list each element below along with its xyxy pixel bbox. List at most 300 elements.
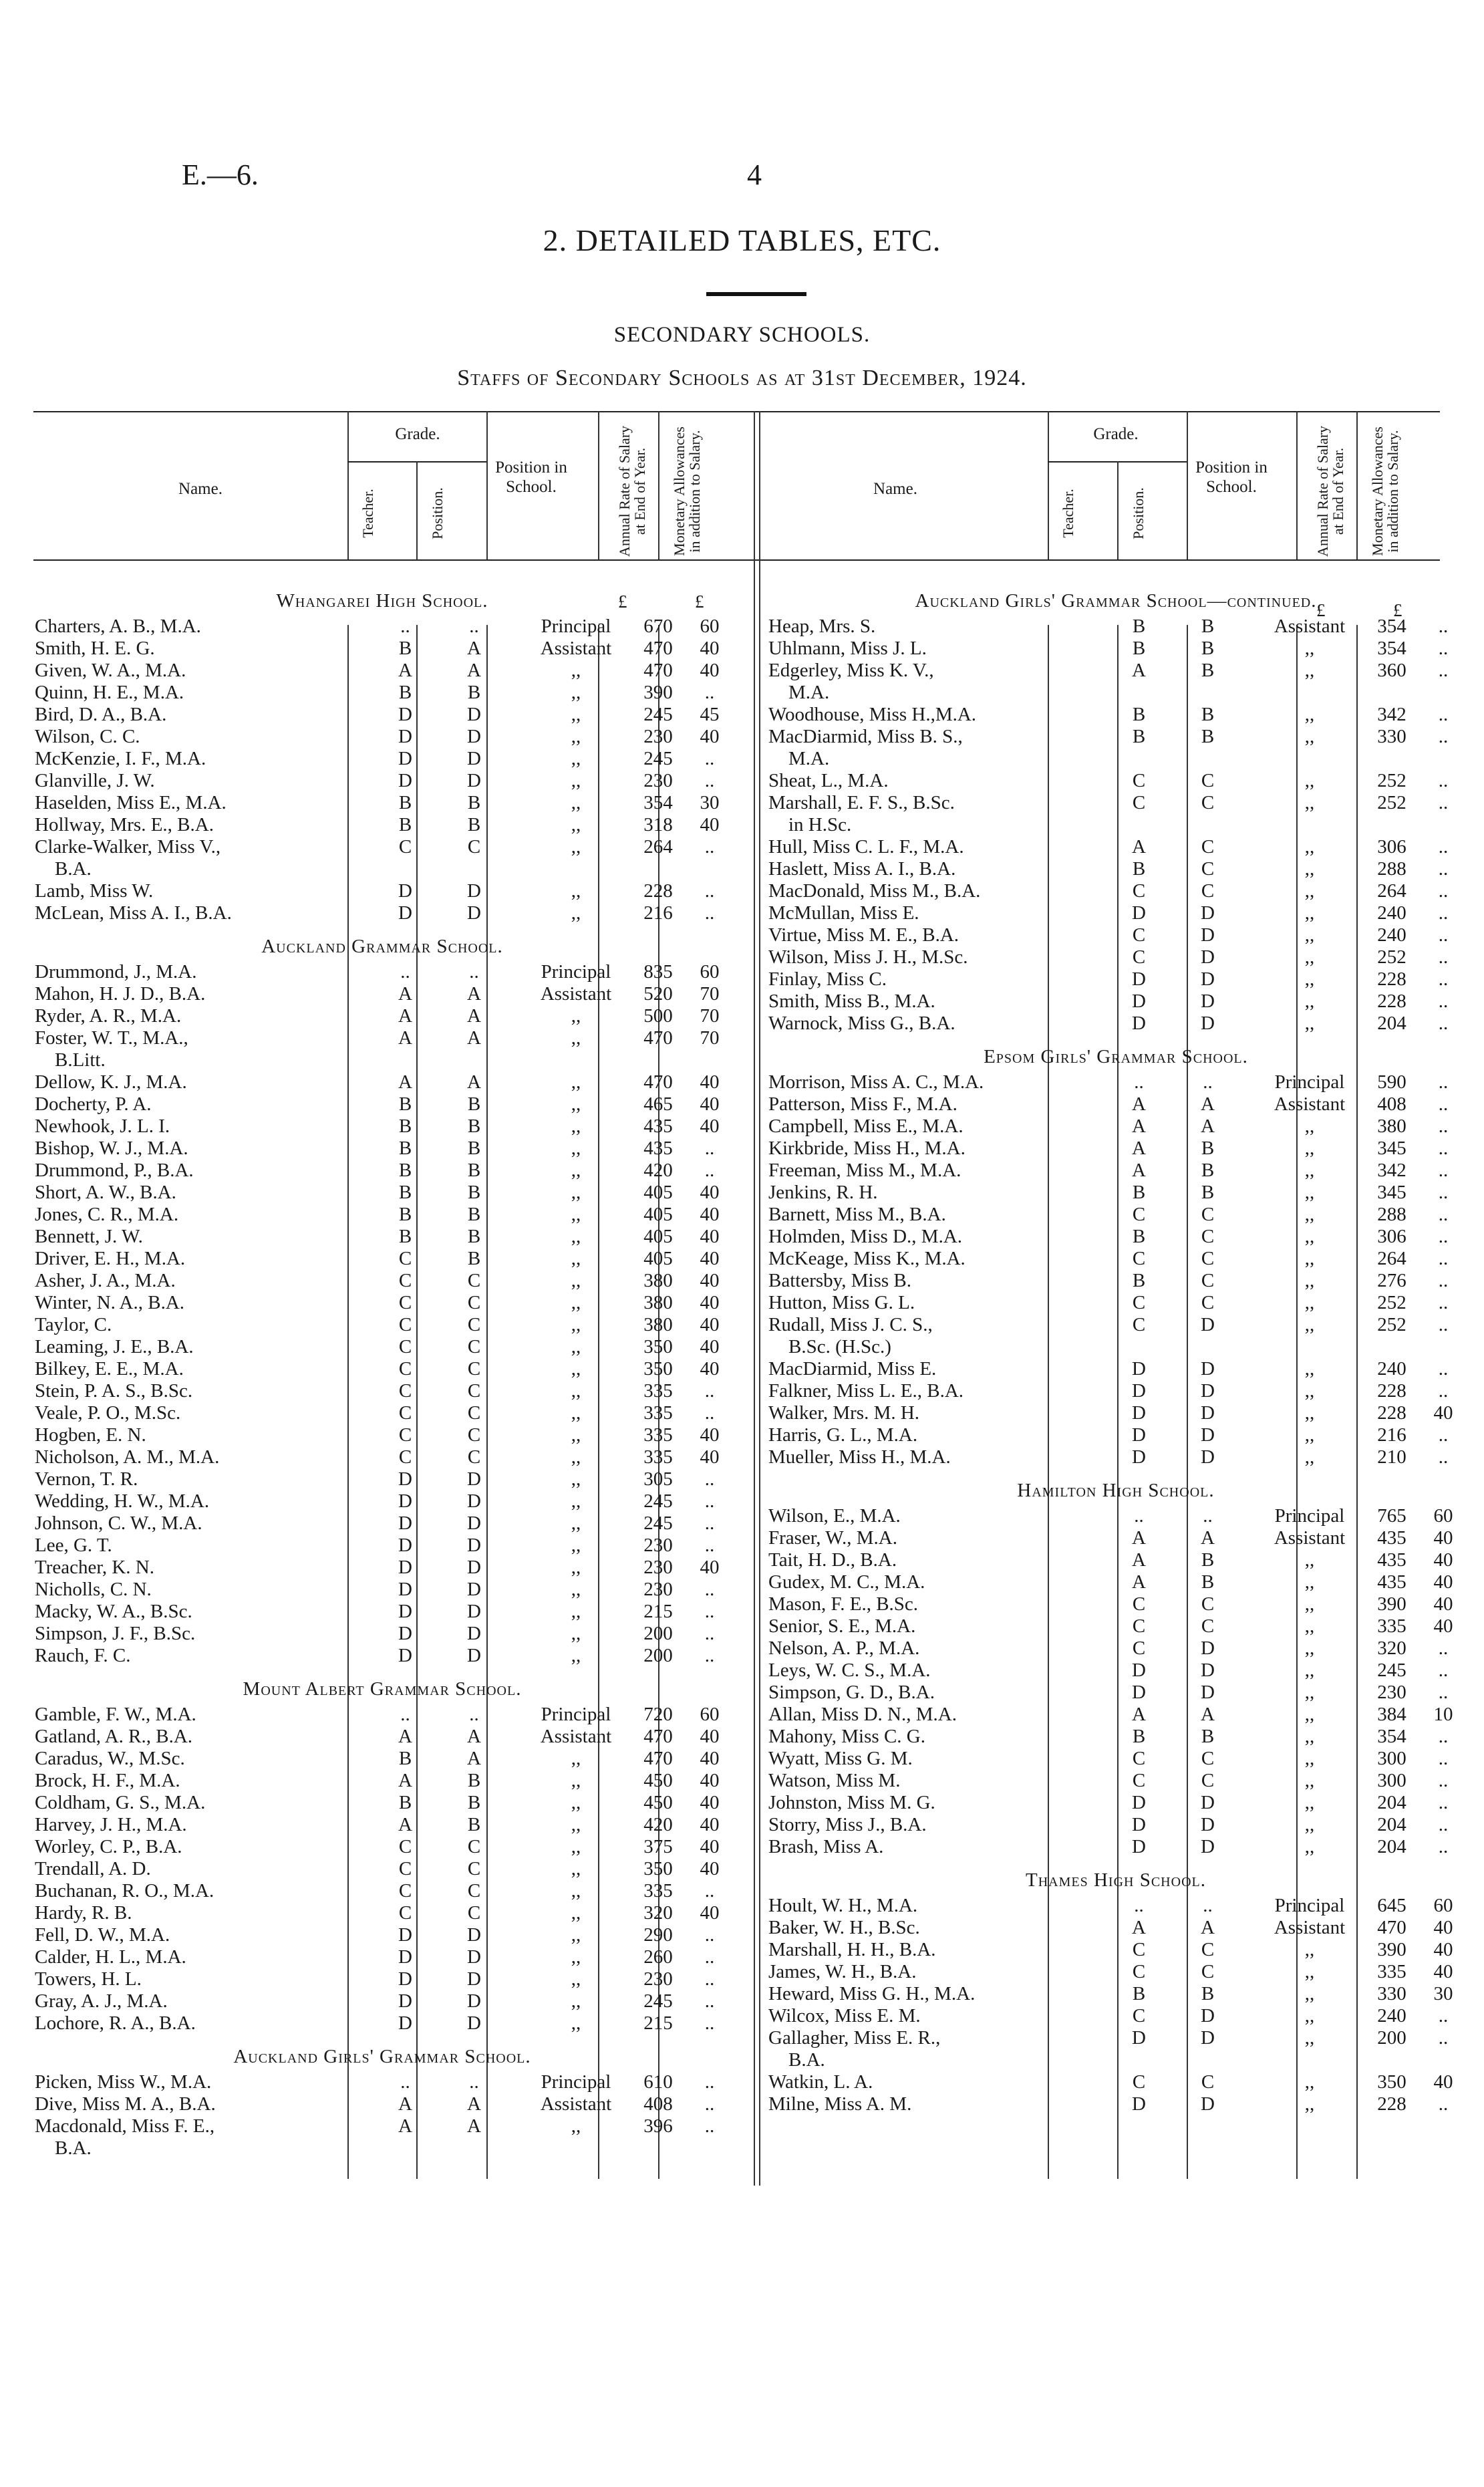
staff-name: in H.Sc.	[788, 814, 852, 835]
salary: 228	[643, 880, 673, 902]
allowance: ..	[1438, 1770, 1449, 1791]
staff-name: Wilson, E., M.A.	[768, 1505, 901, 1527]
teacher-grade: C	[398, 836, 412, 858]
school-title: Epsom Girls' Grammar School.	[984, 1046, 1248, 1067]
allowance: 45	[700, 704, 720, 725]
table-row	[768, 2027, 1463, 2049]
table-row	[768, 1792, 1463, 1814]
position-in-school: ,,	[571, 1836, 581, 1857]
teacher-grade: D	[1132, 1402, 1146, 1424]
position-grade: B	[467, 1138, 481, 1159]
salary: 230	[643, 1535, 673, 1556]
position-in-school: ,,	[1304, 1248, 1315, 1269]
position-in-school: ,,	[1304, 1961, 1315, 1982]
position-in-school: ,,	[571, 1924, 581, 1946]
position-in-school: ,,	[571, 1226, 581, 1247]
staff-name: Gallagher, Miss E. R.,	[768, 2027, 941, 2049]
salary: 435	[1377, 1571, 1406, 1593]
salary: 380	[643, 1314, 673, 1335]
allowance: 60	[700, 1704, 720, 1725]
allowance: ..	[1438, 1248, 1449, 1269]
table-row	[768, 1615, 1463, 1638]
teacher-grade: D	[398, 880, 412, 902]
table-row	[35, 1402, 730, 1424]
staff-name: Gray, A. J., M.A.	[35, 1990, 168, 2012]
position-grade: A	[467, 1005, 481, 1027]
allowance: ..	[704, 1160, 715, 1181]
staff-name: Mueller, Miss H., M.A.	[768, 1446, 951, 1468]
table-row	[768, 748, 1463, 770]
salary: 500	[643, 1005, 673, 1027]
allowance: 10	[1433, 1704, 1453, 1725]
position-grade: A	[467, 1726, 481, 1747]
section-gap	[768, 1035, 1463, 1043]
staff-name: Milne, Miss A. M.	[768, 2093, 912, 2115]
teacher-grade: B	[1132, 638, 1146, 659]
table-row	[768, 1961, 1463, 1983]
position-in-school: ,,	[571, 1792, 581, 1813]
table-row	[35, 836, 730, 858]
staff-name: Barnett, Miss M., B.A.	[768, 1204, 946, 1225]
position-in-school: ,,	[571, 1093, 581, 1115]
teacher-grade: C	[398, 1270, 412, 1291]
table-row	[35, 1880, 730, 1902]
position-grade: D	[467, 1990, 481, 2012]
salary: 300	[1377, 1770, 1406, 1791]
position-in-school: Assistant	[540, 983, 612, 1005]
salary: 216	[643, 902, 673, 924]
table-row	[35, 1968, 730, 1990]
teacher-grade: A	[1132, 1917, 1146, 1938]
table-row	[35, 660, 730, 682]
teacher-grade: D	[398, 770, 412, 791]
teacher-grade: D	[1132, 991, 1146, 1012]
position-grade: B	[1201, 638, 1215, 659]
position-grade: C	[467, 1880, 481, 1902]
staff-name: McMullan, Miss E.	[768, 902, 919, 924]
staff-name: Mason, F. E., B.Sc.	[768, 1593, 919, 1615]
teacher-grade: D	[398, 1645, 412, 1666]
staff-name: Driver, E. H., M.A.	[35, 1248, 186, 1269]
allowance: 60	[1433, 1895, 1453, 1916]
allowance: 40	[700, 1358, 720, 1380]
staff-name: Rauch, F. C.	[35, 1645, 131, 1666]
staff-name: Tait, H. D., B.A.	[768, 1549, 897, 1571]
table-row	[768, 1593, 1463, 1615]
teacher-grade: A	[398, 1726, 412, 1747]
position-in-school: ,,	[571, 814, 581, 835]
table-row	[35, 2115, 730, 2137]
position-grade: ..	[1203, 1505, 1213, 1527]
page-title: 2. DETAILED TABLES, ETC.	[543, 223, 941, 257]
allowance: ..	[1438, 1358, 1449, 1380]
position-in-school: ,,	[1304, 924, 1315, 946]
salary: 380	[643, 1292, 673, 1313]
position-in-school: ,,	[1304, 1939, 1315, 1960]
allowance: 40	[1433, 2071, 1453, 2093]
teacher-grade: D	[398, 1490, 412, 1512]
position-in-school: ,,	[571, 902, 581, 924]
position-grade: A	[1201, 1093, 1215, 1115]
allowance: ..	[1438, 1160, 1449, 1181]
position-in-school: ,,	[571, 1204, 581, 1225]
salary: 264	[1377, 880, 1406, 902]
teacher-grade: ..	[400, 2071, 410, 2093]
left-table-body	[35, 587, 730, 2168]
position-grade: B	[1201, 1726, 1215, 1747]
school-title: Auckland Girls' Grammar School—continued.	[915, 590, 1317, 612]
allowance: ..	[704, 1513, 715, 1534]
teacher-grade: C	[1132, 792, 1146, 813]
table-row	[35, 1138, 730, 1160]
table-row	[768, 946, 1463, 968]
position-grade: D	[1201, 1314, 1215, 1335]
teacher-grade: B	[398, 1160, 412, 1181]
staff-name: Edgerley, Miss K. V.,	[768, 660, 934, 681]
allowance: 60	[700, 616, 720, 637]
page-number: 4	[747, 158, 762, 191]
table-row	[35, 814, 730, 836]
staff-name: Baker, W. H., B.Sc.	[768, 1917, 920, 1938]
position-grade: C	[467, 1380, 481, 1402]
allowance: 40	[700, 1182, 720, 1203]
position-in-school: ,,	[571, 1138, 581, 1159]
position-in-school: ,,	[571, 880, 581, 902]
salary: 230	[643, 1579, 673, 1600]
teacher-grade: A	[398, 1770, 412, 1791]
position-grade: C	[1201, 1615, 1215, 1637]
section-gap	[35, 924, 730, 932]
salary: 350	[643, 1858, 673, 1879]
salary: 228	[1377, 1380, 1406, 1402]
staff-name: Virtue, Miss M. E., B.A.	[768, 924, 959, 946]
teacher-grade: D	[1132, 1836, 1146, 1857]
teacher-grade: B	[398, 638, 412, 659]
table-row	[35, 902, 730, 924]
staff-name: B.Litt.	[55, 1049, 106, 1071]
school-title: Whangarei High School.	[276, 590, 488, 612]
position-in-school: ,,	[1304, 2027, 1315, 2049]
staff-name: Treacher, K. N.	[35, 1557, 154, 1578]
allowance: 40	[700, 1446, 720, 1468]
position-grade: A	[467, 660, 481, 681]
table-row	[35, 858, 730, 880]
position-in-school: ,,	[1304, 1182, 1315, 1203]
position-in-school: ,,	[571, 2115, 581, 2137]
col-position-in-school: Position in School.	[1195, 459, 1268, 496]
allowance: ..	[704, 1601, 715, 1622]
teacher-grade: B	[398, 1748, 412, 1769]
position-grade: C	[1201, 1748, 1215, 1769]
position-grade: B	[1201, 660, 1215, 681]
allowance: ..	[704, 1968, 715, 1990]
position-grade: A	[1201, 1917, 1215, 1938]
staff-name: Nicholson, A. M., M.A.	[35, 1446, 220, 1468]
teacher-grade: B	[1132, 1726, 1146, 1747]
position-grade: D	[1201, 1402, 1215, 1424]
position-grade: A	[467, 1071, 481, 1093]
salary: 230	[1377, 1682, 1406, 1703]
salary: 264	[1377, 1248, 1406, 1269]
salary: 408	[1377, 1093, 1406, 1115]
allowance: ..	[1438, 836, 1449, 858]
staff-name: Gatland, A. R., B.A.	[35, 1726, 193, 1747]
salary: 200	[643, 1645, 673, 1666]
col-teacher: Teacher.	[1060, 489, 1076, 538]
position-in-school: ,,	[1304, 1549, 1315, 1571]
table-row	[768, 1983, 1463, 2005]
position-grade: B	[467, 1182, 481, 1203]
allowance: ..	[704, 836, 715, 858]
staff-name: B.A.	[55, 858, 92, 880]
position-grade: A	[1201, 1704, 1215, 1725]
position-grade: C	[467, 1292, 481, 1313]
position-in-school: ,,	[571, 1513, 581, 1534]
salary: 300	[1377, 1748, 1406, 1769]
rule	[1356, 411, 1358, 559]
teacher-grade: A	[1132, 1116, 1146, 1137]
position-grade: C	[467, 1402, 481, 1424]
teacher-grade: C	[1132, 2005, 1146, 2026]
position-in-school: ,,	[1304, 1226, 1315, 1247]
school-title: Hamilton High School.	[1017, 1480, 1215, 1501]
position-in-school: ,,	[1304, 836, 1315, 858]
table-row	[768, 1071, 1463, 1093]
teacher-grade: C	[1132, 880, 1146, 902]
allowance: ..	[1438, 1836, 1449, 1857]
teacher-grade: D	[1132, 1682, 1146, 1703]
allowance: 40	[1433, 1917, 1453, 1938]
position-grade: B	[1201, 1182, 1215, 1203]
position-in-school: ,,	[1304, 1314, 1315, 1335]
allowance: ..	[704, 1946, 715, 1968]
allowance: ..	[704, 1380, 715, 1402]
table-row	[35, 1468, 730, 1490]
salary: 645	[1377, 1895, 1406, 1916]
position-grade: C	[467, 1270, 481, 1291]
salary: 200	[643, 1623, 673, 1644]
position-in-school: ,,	[571, 1027, 581, 1049]
position-in-school: Principal	[1274, 1505, 1345, 1527]
teacher-grade: D	[398, 902, 412, 924]
salary: 320	[643, 1902, 673, 1924]
school-title: Auckland Grammar School.	[261, 936, 503, 957]
teacher-grade: A	[398, 1027, 412, 1049]
teacher-grade: A	[1132, 660, 1146, 681]
position-in-school: ,,	[571, 2012, 581, 2034]
salary: 380	[643, 1270, 673, 1291]
teacher-grade: C	[1132, 1292, 1146, 1313]
position-grade: B	[1201, 1138, 1215, 1159]
salary: 405	[643, 1204, 673, 1225]
allowance: 40	[700, 638, 720, 659]
staff-name: Hollway, Mrs. E., B.A.	[35, 814, 214, 835]
position-in-school: ,,	[571, 1468, 581, 1490]
position-grade: D	[467, 1924, 481, 1946]
table-row	[768, 1204, 1463, 1226]
allowance: ..	[1438, 1182, 1449, 1203]
teacher-grade: D	[398, 748, 412, 769]
teacher-grade: C	[398, 1358, 412, 1380]
rule	[1117, 461, 1119, 559]
table-row	[35, 1902, 730, 1924]
teacher-grade: A	[1132, 1549, 1146, 1571]
staff-name: Coldham, G. S., M.A.	[35, 1792, 206, 1813]
position-grade: D	[1201, 1792, 1215, 1813]
allowance: ..	[704, 1402, 715, 1424]
table-row	[768, 638, 1463, 660]
allowance: ..	[704, 2071, 715, 2093]
staff-name: Vernon, T. R.	[35, 1468, 138, 1490]
col-allowances: Monetary Allowances in addition to Salary.	[1369, 426, 1402, 556]
staff-name: Asher, J. A., M.A.	[35, 1270, 176, 1291]
salary: 354	[1377, 616, 1406, 637]
salary: 390	[1377, 1939, 1406, 1960]
table-row	[768, 1358, 1463, 1380]
teacher-grade: C	[398, 1292, 412, 1313]
salary: 215	[643, 1601, 673, 1622]
position-grade: A	[1201, 1116, 1215, 1137]
position-grade: D	[467, 1623, 481, 1644]
col-name: Name.	[178, 480, 222, 498]
staff-name: Bennett, J. W.	[35, 1226, 143, 1247]
allowance: ..	[1438, 1446, 1449, 1468]
position-in-school: ,,	[571, 1071, 581, 1093]
allowance: ..	[704, 1579, 715, 1600]
teacher-grade: D	[398, 1557, 412, 1578]
position-grade: A	[467, 2093, 481, 2115]
teacher-grade: B	[398, 1792, 412, 1813]
position-in-school: ,,	[571, 660, 581, 681]
col-allowances: Monetary Allowances in addition to Salary.	[671, 426, 704, 556]
allowance: ..	[1438, 1204, 1449, 1225]
salary: 405	[643, 1248, 673, 1269]
col-salary: Annual Rate of Salary at End of Year.	[616, 425, 649, 557]
staff-name: Clarke-Walker, Miss V.,	[35, 836, 221, 858]
salary: 252	[1377, 1292, 1406, 1313]
staff-name: Battersby, Miss B.	[768, 1270, 912, 1291]
salary: 590	[1377, 1071, 1406, 1093]
salary: 306	[1377, 836, 1406, 858]
table-row	[35, 682, 730, 704]
staff-name: Johnson, C. W., M.A.	[35, 1513, 202, 1534]
staff-name: M.A.	[788, 682, 830, 703]
teacher-grade: B	[1132, 704, 1146, 725]
position-in-school: ,,	[1304, 1571, 1315, 1593]
allowance: ..	[704, 1535, 715, 1556]
position-in-school: ,,	[571, 748, 581, 769]
position-grade: B	[467, 1770, 481, 1791]
salary: 204	[1377, 1013, 1406, 1034]
allowance: 40	[700, 660, 720, 681]
staff-name: Hardy, R. B.	[35, 1902, 132, 1924]
position-in-school: ,,	[1304, 660, 1315, 681]
table-row	[768, 2005, 1463, 2027]
teacher-grade: B	[1132, 1182, 1146, 1203]
table-row	[768, 770, 1463, 792]
allowance: 40	[700, 1292, 720, 1313]
table-row	[768, 704, 1463, 726]
position-grade: D	[1201, 1446, 1215, 1468]
position-in-school: Assistant	[1274, 1917, 1346, 1938]
table-row	[768, 1380, 1463, 1402]
position-grade: C	[1201, 1226, 1215, 1247]
column-separator-2	[759, 411, 760, 2186]
position-grade: A	[467, 1748, 481, 1769]
teacher-grade: C	[398, 1248, 412, 1269]
allowance: 70	[700, 1005, 720, 1027]
allowance: ..	[1438, 1270, 1449, 1291]
allowance: ..	[1438, 902, 1449, 924]
salary: 342	[1377, 704, 1406, 725]
salary: 375	[643, 1836, 673, 1857]
allowance: ..	[704, 2115, 715, 2137]
teacher-grade: D	[1132, 902, 1146, 924]
position-in-school: ,,	[571, 1314, 581, 1335]
teacher-grade: D	[1132, 1013, 1146, 1034]
salary: 396	[643, 2115, 673, 2137]
table-row	[35, 1380, 730, 1402]
teacher-grade: C	[1132, 1248, 1146, 1269]
pound-sign: £	[1393, 600, 1402, 620]
staff-name: Hogben, E. N.	[35, 1424, 146, 1446]
teacher-grade: C	[1132, 1204, 1146, 1225]
position-grade: C	[1201, 1770, 1215, 1791]
salary: 245	[643, 1513, 673, 1534]
teacher-grade: A	[1132, 1527, 1146, 1549]
staff-name: Winter, N. A., B.A.	[35, 1292, 185, 1313]
staff-name: Mahon, H. J. D., B.A.	[35, 983, 206, 1005]
teacher-grade: D	[398, 726, 412, 747]
position-in-school: ,,	[571, 1902, 581, 1924]
position-grade: B	[467, 1248, 481, 1269]
salary: 610	[643, 2071, 673, 2093]
position-grade: B	[1201, 1549, 1215, 1571]
position-in-school: ,,	[1304, 880, 1315, 902]
position-grade: C	[467, 1336, 481, 1357]
teacher-grade: C	[1132, 1638, 1146, 1659]
table-row	[768, 1505, 1463, 1527]
staff-name: McKenzie, I. F., M.A.	[35, 748, 206, 769]
position-in-school: Principal	[1274, 1071, 1345, 1093]
allowance: ..	[1438, 704, 1449, 725]
teacher-grade: C	[398, 1902, 412, 1924]
right-table-body	[768, 587, 1463, 2123]
position-grade: B	[1201, 704, 1215, 725]
position-grade: C	[1201, 1593, 1215, 1615]
table-row	[768, 1527, 1463, 1549]
table-row	[768, 792, 1463, 814]
salary: 204	[1377, 1836, 1406, 1857]
staff-name: Newhook, J. L. I.	[35, 1116, 170, 1137]
table-row	[768, 1770, 1463, 1792]
table-row	[35, 1836, 730, 1858]
teacher-grade: D	[1132, 1792, 1146, 1813]
staff-name: Lochore, R. A., B.A.	[35, 2012, 196, 2034]
position-grade: C	[1201, 1961, 1215, 1982]
allowance: 70	[700, 983, 720, 1005]
salary: 345	[1377, 1138, 1406, 1159]
teacher-grade: D	[398, 1946, 412, 1968]
teacher-grade: D	[398, 1468, 412, 1490]
staff-name: Brock, H. F., M.A.	[35, 1770, 180, 1791]
teacher-grade: C	[1132, 946, 1146, 968]
staff-name: Ryder, A. R., M.A.	[35, 1005, 182, 1027]
salary: 240	[1377, 902, 1406, 924]
position-in-school: ,,	[1304, 1638, 1315, 1659]
position-in-school: ,,	[1304, 1770, 1315, 1791]
rule	[416, 461, 418, 559]
